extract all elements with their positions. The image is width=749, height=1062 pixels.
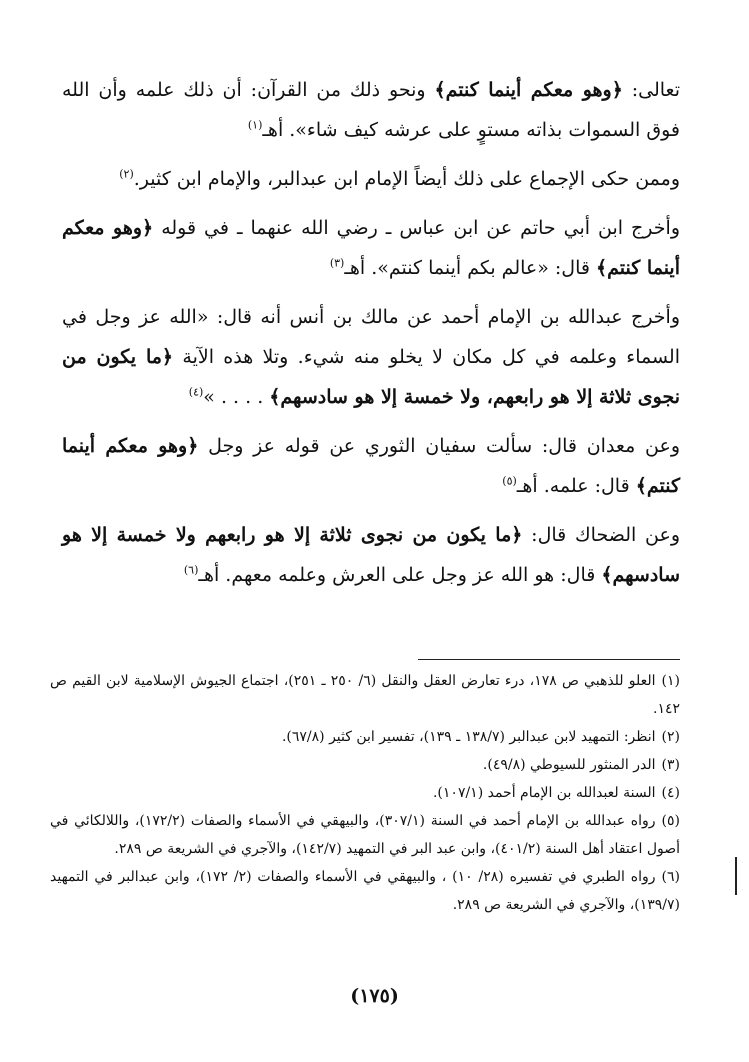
footnote-ref: (٥) [502, 474, 517, 488]
footnote [50, 863, 680, 919]
footnote [50, 779, 680, 807]
paragraph [62, 70, 680, 150]
footnote-text: السنة لعبدالله بن الإمام أحمد (١٠٧/١). [432, 785, 656, 801]
footnote-text: انظر: التمهيد لابن عبدالبر (١٣٨/٧ ـ ١٣٩)، تفسير ابن كثير (٦٧/٨). [281, 729, 656, 745]
footnote-ref: (١) [247, 118, 263, 132]
footnote-ref: (٤) [188, 385, 204, 399]
paragraph [62, 426, 680, 506]
quran-quote: ﴿وهو معكم أينما كنتم﴾ [62, 217, 680, 279]
footnote-text: رواه عبدالله بن الإمام أحمد في السنة (٣٠٧/١)، والبيهقي في الأسماء والصفات (١٧٢/٢)، واللالكائي في أصول اعتقاد أهل السنة (٤٠١/٢)، وابن عبد البر في التمهيد (١٤٢/٧)، والآجري في الشريعة ص ٢٨٩. [50, 813, 680, 857]
footnote-number: (٦) [661, 869, 680, 885]
paragraph [62, 208, 680, 288]
main-text [62, 70, 680, 604]
paragraph [62, 297, 680, 417]
text-run: ونحو ذلك من القرآن: أن ذلك علمه وأن الله فوق السموات بذاته مستوٍ على عرشه كيف شاء». أهـ [62, 79, 680, 141]
footnote [50, 751, 680, 779]
page-number: (١٧٥) [350, 985, 399, 1007]
text-run: قال: «عالم بكم أينما كنتم». أهـ [344, 257, 597, 279]
text-run: وأخرج عبدالله بن الإمام أحمد عن مالك بن أنس أنه قال: «الله عز وجل في السماء وعلمه في كل مكان لا يخلو منه شيء. وتلا هذه الآية [62, 306, 680, 368]
text-run: وممن حكى الإجماع على ذلك أيضاً الإمام ابن عبدالبر، والإمام ابن كثير. [133, 168, 680, 190]
footnote-number: (٥) [661, 813, 680, 829]
footnote-ref: (٦) [183, 563, 199, 577]
text-run: قال: علمه. أهـ [516, 475, 636, 497]
text-run: وعن الضحاك قال: [522, 524, 680, 546]
footnote-text: رواه الطبري في تفسيره (٢٨/ ١٠) ، والبيهقي في الأسماء والصفات (٢/ ١٧٢)، وابن عبدالبر في التمهيد (١٣٩/٧)، والآجري في الشريعة ص ٢٨٩. [50, 869, 680, 913]
footnote-text: العلو للذهبي ص ١٧٨، درء تعارض العقل والنقل (٦/ ٢٥٠ ـ ٢٥١)، اجتماع الجيوش الإسلامية لابن القيم ص ١٤٢. [50, 673, 680, 717]
text-run: وأخرج ابن أبي حاتم عن ابن عباس ـ رضي الله عنهما ـ في قوله [153, 217, 680, 239]
footnotes [50, 667, 680, 919]
footnote [50, 667, 680, 723]
footnote-number: (٣) [661, 757, 680, 773]
text-run: قال: هو الله عز وجل على العرش وعلمه معهم. أهـ [198, 564, 602, 586]
margin-mark [735, 857, 737, 895]
footnote-number: (٢) [661, 729, 680, 745]
footnote [50, 807, 680, 863]
paragraph [62, 515, 680, 595]
footnote-text: الدر المنثور للسيوطي (٤٩/٨). [482, 757, 656, 773]
footnote [50, 723, 680, 751]
text-run: تعالى: [622, 79, 680, 101]
text-run: . . . . » [203, 386, 270, 408]
footnote-ref: (٢) [119, 167, 134, 181]
paragraph [62, 159, 680, 199]
footnote-number: (١) [661, 673, 680, 689]
footnote-ref: (٣) [329, 256, 345, 270]
quran-quote: ﴿ما يكون من نجوى ثلاثة إلا هو رابعهم، ولا خمسة إلا هو سادسهم﴾ [62, 346, 680, 408]
quran-quote: ﴿وهو معكم أينما كنتم﴾ [434, 79, 623, 101]
text-run: وعن معدان قال: سألت سفيان الثوري عن قوله عز وجل [198, 435, 680, 457]
quran-quote: ﴿وهو معكم أينما كنتم﴾ [62, 435, 680, 497]
footnote-separator [418, 659, 680, 660]
quran-quote: ﴿ما يكون من نجوى ثلاثة إلا هو رابعهم ولا خمسة إلا هو سادسهم﴾ [62, 524, 680, 586]
footnote-number: (٤) [661, 785, 680, 801]
